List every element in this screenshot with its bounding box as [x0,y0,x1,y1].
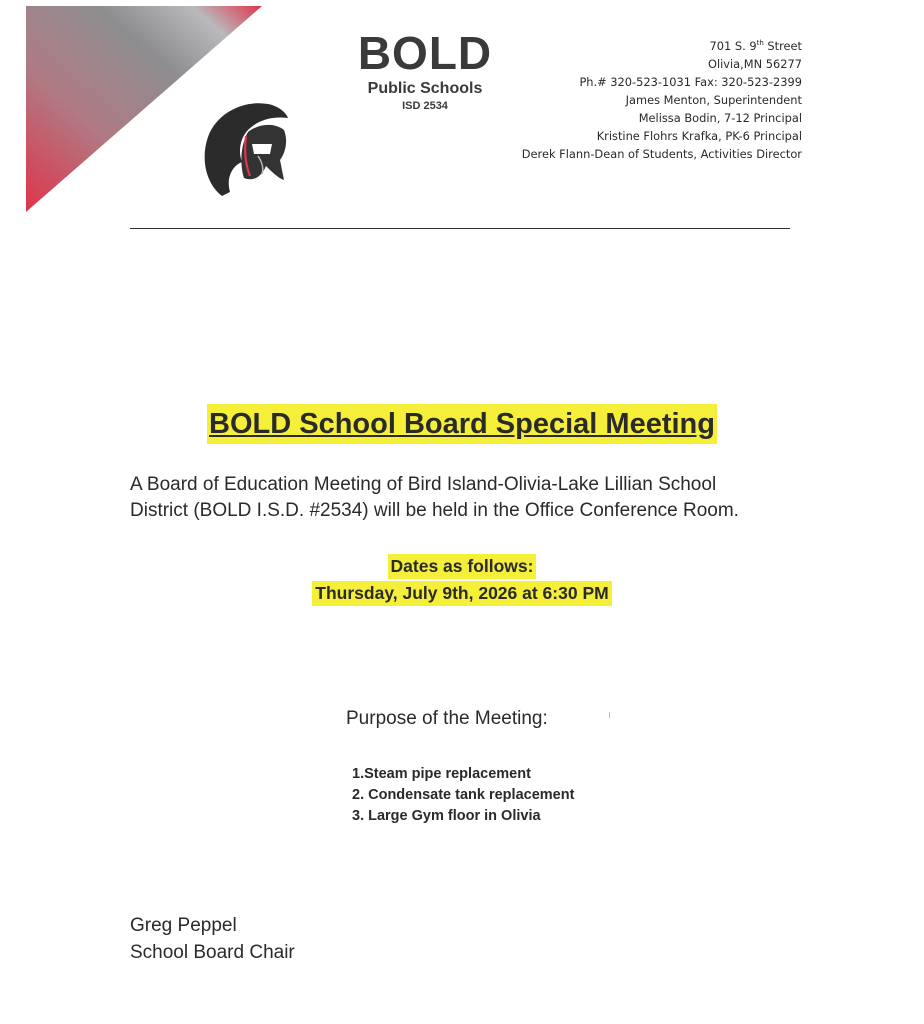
purpose-list [352,764,574,827]
contact-phone-fax: Ph.# 320-523-1031 Fax: 320-523-2399 [579,74,802,89]
contact-address-street: 701 S. 9th Street [709,38,802,53]
page-title: BOLD School Board Special Meeting [207,404,717,444]
dates-heading: Dates as follows: [388,554,537,579]
scan-mark [609,712,610,718]
signature-block [130,912,295,966]
brand-subtitle: Public Schools [367,80,483,97]
title-wrap [0,404,924,444]
contact-address-city: Olivia,MN 56277 [707,56,802,71]
contact-principal-pk-6: Kristine Flohrs Krafka, PK-6 Principal [596,128,802,143]
header-divider [130,228,790,229]
brand-block [330,26,520,112]
contact-block [522,34,802,163]
signer-name: Greg Peppel [130,915,237,936]
intro-line-1: A Board of Education Meeting of Bird Island-Olivia-Lake Lillian School [130,474,717,495]
contact-principal-7-12: Melissa Bodin, 7-12 Principal [638,110,802,125]
meeting-date: Thursday, July 9th, 2026 at 6:30 PM [312,581,611,606]
signer-role: School Board Chair [130,942,295,963]
brand-district: ISD 2534 [402,100,448,112]
contact-superintendent: James Menton, Superintendent [625,92,802,107]
brand-name: BOLD [357,27,493,79]
intro-paragraph [130,472,810,524]
list-item: 2. Condensate tank replacement [352,787,575,803]
spartan-helmet-icon [192,96,290,204]
intro-line-2: District (BOLD I.S.D. #2534) will be held in the Office Conference Room. [130,500,739,521]
list-item: 1.Steam pipe replacement [352,766,531,782]
dates-block [0,554,924,606]
contact-dean-of-students: Derek Flann-Dean of Students, Activities Director [521,146,802,161]
purpose-heading: Purpose of the Meeting: [346,708,548,729]
list-item: 3. Large Gym floor in Olivia [352,808,541,824]
